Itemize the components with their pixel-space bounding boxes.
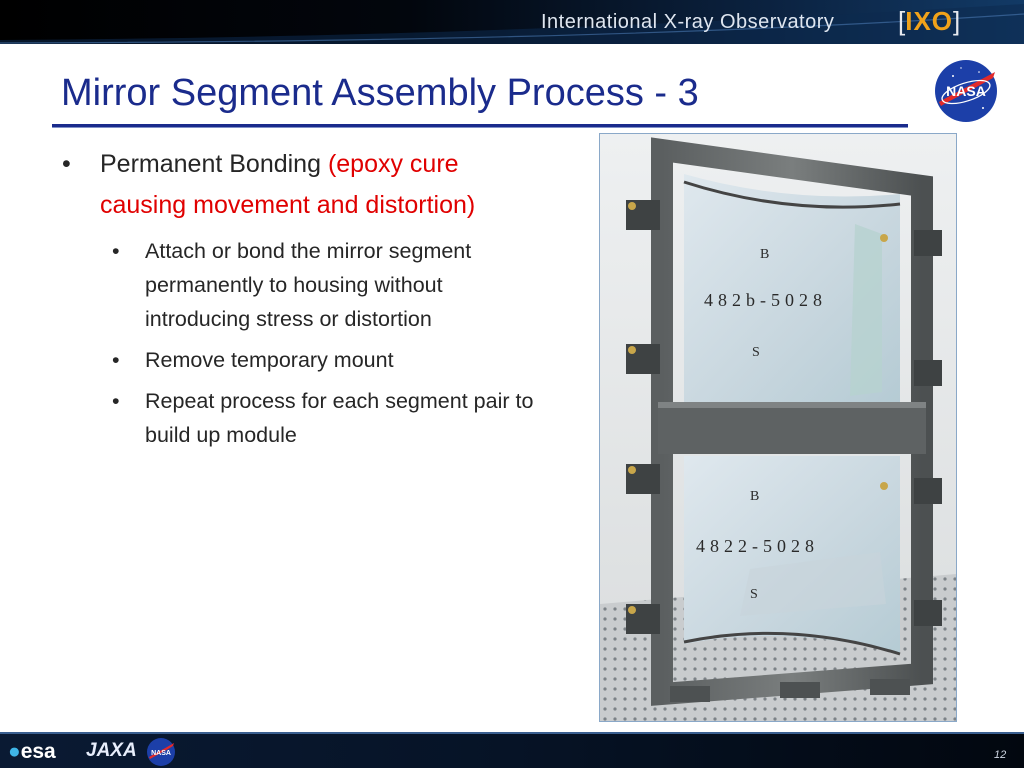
ixo-logo bbox=[898, 6, 960, 37]
ixo-bracket-open: [ bbox=[898, 6, 906, 36]
sub-bullet-remove-mount: • Remove temporary mount bbox=[112, 343, 542, 377]
ixo-logo-text: IXO bbox=[905, 6, 954, 36]
mirror-housing-illustration bbox=[600, 134, 956, 721]
upper-serial: 482b-5028 bbox=[704, 290, 827, 310]
bullet-content bbox=[62, 144, 542, 459]
banner-swoosh bbox=[0, 0, 1024, 44]
lower-label-bottom: S bbox=[750, 587, 758, 602]
sub-bullet-attach: • Attach or bond the mirror segment permanently to housing without introducing stress or distortion bbox=[112, 234, 542, 336]
bullet-text: Permanent Bonding bbox=[100, 150, 328, 178]
esa-logo: ●esa bbox=[8, 740, 56, 763]
lower-label-top: B bbox=[750, 489, 760, 504]
footer-top-strip bbox=[0, 732, 1024, 734]
bullet-permanent-bonding bbox=[62, 144, 542, 226]
banner-title: International X-ray Observatory bbox=[541, 11, 835, 33]
bullet-emphasis: (epoxy cure causing movement and distortion) bbox=[100, 150, 476, 219]
page-number: 12 bbox=[994, 749, 1007, 761]
esa-logo-text: esa bbox=[20, 740, 56, 763]
ixo-bracket-close: ] bbox=[953, 6, 961, 36]
upper-label-bottom: S bbox=[752, 345, 760, 360]
nasa-footer-logo-icon bbox=[146, 737, 176, 767]
nasa-logo-icon bbox=[933, 58, 999, 124]
jaxa-logo: JAXA bbox=[86, 740, 137, 761]
title-underline-shadow bbox=[52, 127, 908, 128]
sub-bullet-list bbox=[62, 234, 542, 452]
lower-serial: 4822-5028 bbox=[696, 536, 819, 556]
slide-title: Mirror Segment Assembly Process - 3 bbox=[61, 72, 699, 114]
mirror-housing-photo bbox=[599, 133, 957, 722]
nasa-footer-logo-text: NASA bbox=[151, 750, 171, 757]
sub-bullet-repeat: • Repeat process for each segment pair to build up module bbox=[112, 384, 542, 452]
nasa-logo-text: NASA bbox=[946, 83, 986, 99]
upper-label-top: B bbox=[760, 247, 770, 262]
top-banner bbox=[0, 0, 1024, 44]
